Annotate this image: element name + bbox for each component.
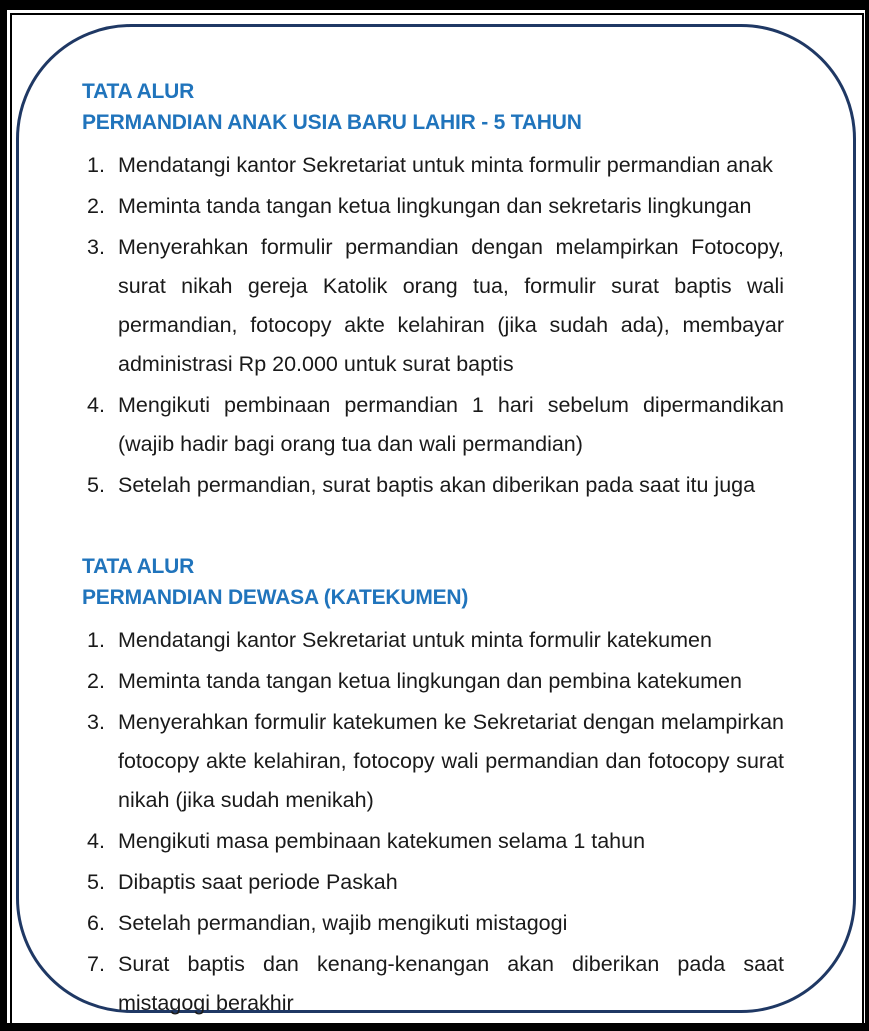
section-permandian-dewasa xyxy=(82,551,788,1023)
section-title-line1: TATA ALUR xyxy=(82,555,195,578)
list-item: Menyerahkan formulir permandian dengan melampirkan Fotocopy, surat nikah gereja Katolik orang tua, formulir surat baptis wali permandian, fotocopy akte kelahiran (jika sudah ada), membayar administrasi Rp 20.000 untuk surat baptis xyxy=(118,235,784,376)
list-item: Meminta tanda tangan ketua lingkungan dan sekretaris lingkungan xyxy=(118,194,752,218)
list-item: Mengikuti masa pembinaan katekumen selama 1 tahun xyxy=(118,829,646,853)
section-title-line2: PERMANDIAN ANAK USIA BARU LAHIR - 5 TAHUN xyxy=(82,111,582,134)
list-item: Menyerahkan formulir katekumen ke Sekretariat dengan melampirkan fotocopy akte kelahiran, fotocopy wali permandian dan fotocopy surat nikah (jika sudah menikah) xyxy=(118,710,784,812)
section-permandian-anak xyxy=(82,76,788,505)
list-item: Dibaptis saat periode Paskah xyxy=(118,870,398,894)
steps-list-dewasa xyxy=(82,621,784,1023)
list-item: Setelah permandian, wajib mengikuti mistagogi xyxy=(118,911,568,935)
section-heading xyxy=(82,551,788,613)
list-item: Mendatangi kantor Sekretariat untuk minta formulir katekumen xyxy=(118,628,712,652)
section-title-line1: TATA ALUR xyxy=(82,80,195,103)
list-item: Surat baptis dan kenang-kenangan akan diberikan pada saat mistagogi berakhir xyxy=(118,952,784,1015)
list-item: Setelah permandian, surat baptis akan diberikan pada saat itu juga xyxy=(118,473,756,497)
list-item: Mengikuti pembinaan permandian 1 hari sebelum dipermandikan (wajib hadir bagi orang tua dan wali permandian) xyxy=(118,393,784,456)
document-content xyxy=(82,76,788,1025)
section-title-line2: PERMANDIAN DEWASA (KATEKUMEN) xyxy=(82,586,469,609)
list-item: Meminta tanda tangan ketua lingkungan dan pembina katekumen xyxy=(118,669,742,693)
list-item: Mendatangi kantor Sekretariat untuk minta formulir permandian anak xyxy=(118,153,773,177)
section-heading xyxy=(82,76,788,138)
steps-list-anak xyxy=(82,146,784,505)
